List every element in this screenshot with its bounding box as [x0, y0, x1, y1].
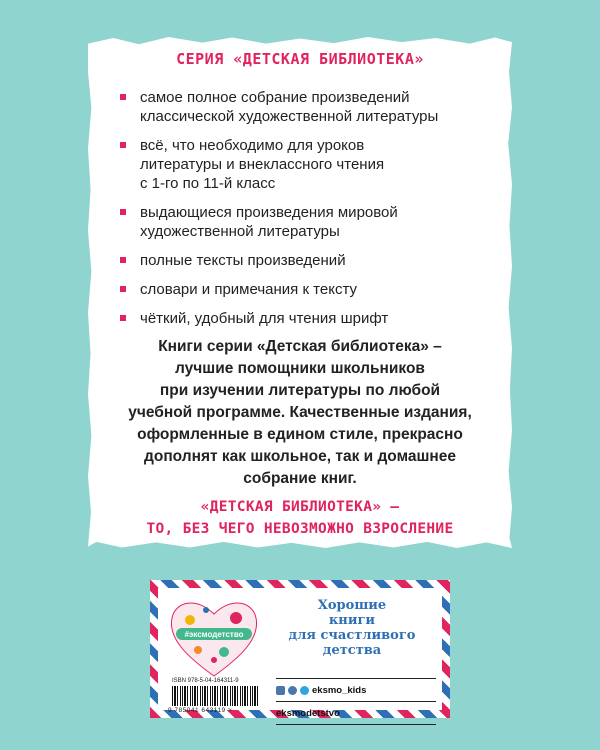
feature-line: чёткий, удобный для чтения шрифт [140, 310, 389, 327]
description-line: лучшие помощники школьников [175, 360, 425, 377]
feature-line: полные тексты произведений [140, 252, 346, 269]
bullet-square-icon [120, 209, 126, 215]
description-text [0, 336, 600, 490]
tagline-line: для счастливого [288, 628, 416, 643]
bullet-square-icon [120, 315, 126, 321]
feature-line: литературы и внеклассного чтения [140, 156, 385, 173]
feature-item [118, 203, 488, 241]
divider [276, 678, 436, 679]
divider [276, 724, 436, 725]
heart-logo-icon [166, 594, 262, 680]
feature-item [118, 251, 488, 270]
feature-line: самое полное собрание произведений [140, 89, 410, 106]
social-handle: eksmo_kids [312, 684, 367, 696]
postcard-content [158, 588, 442, 719]
feature-list [118, 88, 488, 338]
telegram-icon [300, 686, 309, 695]
bullet-square-icon [120, 257, 126, 263]
tagline-line: детства [322, 643, 382, 658]
tagline [266, 598, 438, 658]
isbn-label: ISBN 978-5-04-164311-9 [172, 678, 239, 684]
series-title: СЕРИЯ «ДЕТСКАЯ БИБЛИОТЕКА» [176, 50, 424, 68]
description-line: при изучении литературы по любой [159, 382, 441, 399]
barcode-number: 9 785041 643119 > [168, 707, 233, 714]
bullet-square-icon [120, 94, 126, 100]
feature-line: выдающиеся произведения мировой [140, 204, 398, 221]
description-line: Книги серии «Детская библиотека» – [158, 338, 442, 355]
slogan-line: «ДЕТСКАЯ БИБЛИОТЕКА» – [200, 499, 400, 515]
description-line: оформленные в едином стиле, прекрасно [137, 426, 463, 443]
feature-line: словари и примечания к тексту [140, 281, 357, 298]
social-row-detstvo[interactable] [276, 704, 436, 722]
description-line: дополнят как школьное, так и домашнее [144, 448, 456, 465]
bullet-square-icon [120, 142, 126, 148]
tagline-line: Хорошие [317, 598, 387, 613]
feature-line: классической художественной литературы [140, 108, 439, 125]
social-row-kids[interactable] [276, 681, 436, 699]
feature-line: всё, что необходимо для уроков [140, 137, 365, 154]
barcode [172, 686, 258, 706]
description-line: учебной программе. Качественные издания, [128, 404, 472, 421]
feature-line: художественной литературы [140, 223, 340, 240]
divider [276, 701, 436, 702]
feature-item [118, 280, 488, 299]
description-line: собрание книг. [243, 470, 357, 487]
slogan-line: ТО, БЕЗ ЧЕГО НЕВОЗМОЖНО ВЗРОСЛЕНИЕ [146, 521, 454, 537]
social-links [276, 676, 436, 727]
vk-icon [276, 686, 285, 695]
slogan [0, 496, 600, 540]
ok-icon [288, 686, 297, 695]
social-handle: eksmodetstvo [276, 707, 340, 719]
bullet-square-icon [120, 286, 126, 292]
feature-item [118, 88, 488, 126]
feature-line: с 1-го по 11-й класс [140, 175, 276, 192]
feature-item [118, 309, 488, 328]
postcard-frame [150, 580, 450, 718]
feature-item [118, 136, 488, 193]
tagline-line: книги [328, 613, 376, 628]
hashtag-label: #эксмодетство [184, 630, 244, 639]
